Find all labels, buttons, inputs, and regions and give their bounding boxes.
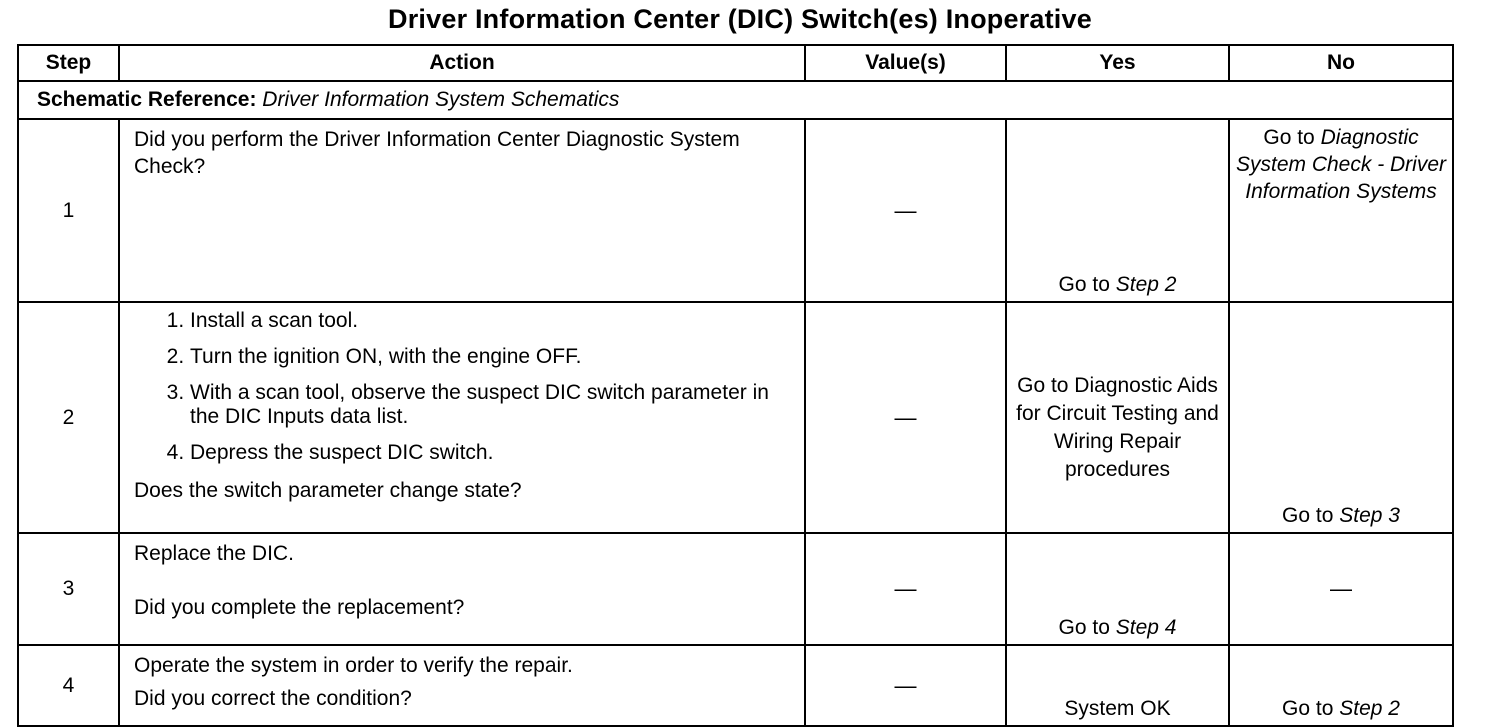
action-cell xyxy=(119,302,805,533)
action-question: Does the switch parameter change state? xyxy=(134,479,522,502)
yes-cell xyxy=(1006,533,1229,645)
schematic-label: Schematic Reference: xyxy=(37,88,257,111)
no-link[interactable]: Step 3 xyxy=(1339,504,1400,527)
schematic-reference xyxy=(18,81,1453,119)
header-yes: Yes xyxy=(1006,45,1229,81)
no-prefix: Go to xyxy=(1282,697,1334,720)
yes-link[interactable]: Step 4 xyxy=(1115,616,1177,639)
yes-result: System OK xyxy=(1064,697,1171,720)
no-link[interactable]: Step 2 xyxy=(1339,697,1400,720)
page-title: Driver Information Center (DIC) Switch(es) Inoperative xyxy=(388,4,1092,34)
yes-cell xyxy=(1006,302,1229,533)
no-cell xyxy=(1229,645,1453,726)
action-question: Did you correct the condition? xyxy=(134,687,412,710)
no-cell: — xyxy=(1229,533,1453,645)
yes-prefix: Go to xyxy=(1058,273,1110,296)
step-number: 1 xyxy=(18,119,119,302)
action-text: Did you perform the Driver Information Center Diagnostic System Check? xyxy=(134,128,740,178)
diagnostic-table xyxy=(17,44,1454,727)
yes-prefix: Go to xyxy=(1058,616,1110,639)
header-action: Action xyxy=(119,45,805,81)
step-number: 4 xyxy=(18,645,119,726)
yes-cell xyxy=(1006,119,1229,302)
table-row xyxy=(18,302,1453,533)
schematic-reference-row xyxy=(18,81,1453,119)
schematic-link[interactable]: Driver Information System Schematics xyxy=(262,88,620,111)
value-cell: — xyxy=(805,302,1006,533)
yes-link[interactable]: Step 2 xyxy=(1115,273,1177,296)
action-cell xyxy=(119,645,805,726)
table-row xyxy=(18,645,1453,726)
action-text: Replace the DIC. xyxy=(134,542,294,565)
no-prefix: Go to xyxy=(1282,504,1334,527)
action-cell xyxy=(119,119,805,302)
yes-link[interactable]: Go to Diagnostic Aids for Circuit Testing and Wiring Repair procedures xyxy=(1016,373,1219,481)
step-number: 2 xyxy=(18,302,119,533)
step-number: 3 xyxy=(18,533,119,645)
header-step: Step xyxy=(18,45,119,81)
yes-cell xyxy=(1006,645,1229,726)
list-item: 1. Install a scan tool. xyxy=(190,309,792,333)
header-row xyxy=(18,45,1453,81)
action-cell xyxy=(119,533,805,645)
no-prefix: Go to xyxy=(1263,126,1315,149)
value-cell: — xyxy=(805,119,1006,302)
action-text: Operate the system in order to verify the repair. xyxy=(134,654,573,677)
no-link[interactable]: Diagnostic System Check - Driver Information Systems xyxy=(1235,126,1447,203)
header-no: No xyxy=(1229,45,1453,81)
no-cell xyxy=(1229,302,1453,533)
header-values: Value(s) xyxy=(805,45,1006,81)
value-cell: — xyxy=(805,533,1006,645)
list-item: 4. Depress the suspect DIC switch. xyxy=(190,441,792,465)
action-list xyxy=(134,309,792,465)
list-item: 2. Turn the ignition ON, with the engine OFF. xyxy=(190,345,792,369)
action-question: Did you complete the replacement? xyxy=(134,596,465,619)
value-cell: — xyxy=(805,645,1006,726)
table-row xyxy=(18,119,1453,302)
table-row xyxy=(18,533,1453,645)
no-cell xyxy=(1229,119,1453,302)
list-item: 3. With a scan tool, observe the suspect DIC switch parameter in the DIC Inputs data list. xyxy=(190,381,792,429)
